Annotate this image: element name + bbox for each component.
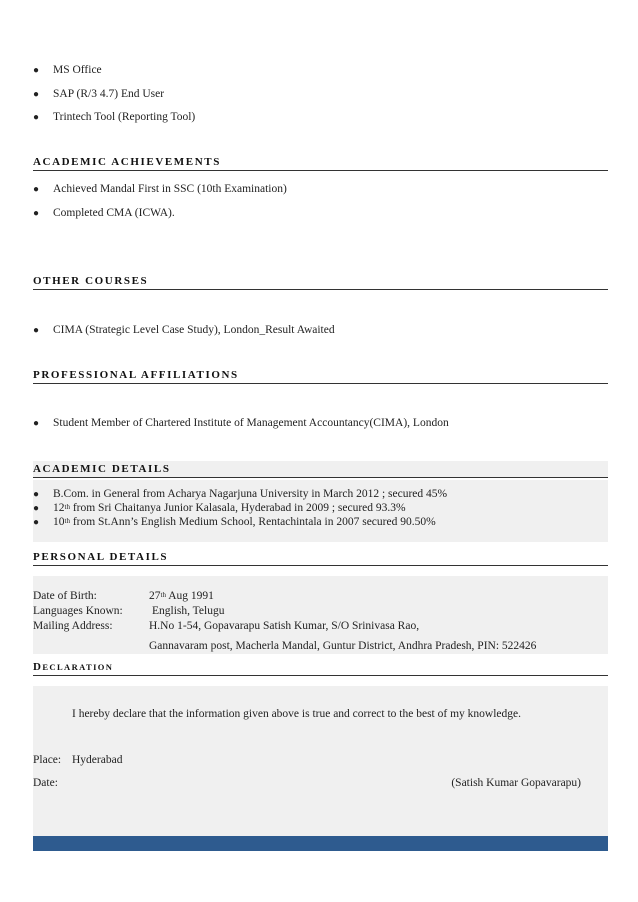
languages-label: Languages Known: — [33, 605, 123, 617]
section-heading-declaration: DECLARATION — [33, 659, 608, 676]
place-label: Place: — [33, 754, 62, 766]
academic-detail-item: 12th from Sri Chaitanya Junior Kalasala, Hyderabad in 2009 ; secured 93.3% — [53, 502, 406, 514]
list-item — [33, 416, 449, 431]
section-heading-personal-details: PERSONAL DETAILS — [33, 549, 608, 566]
list-item — [33, 323, 335, 338]
skill-item: Trintech Tool (Reporting Tool) — [53, 111, 196, 123]
list-item — [33, 110, 195, 125]
address-line-2: Gannavaram post, Macherla Mandal, Guntur District, Andhra Pradesh, PIN: 522426 — [149, 640, 537, 652]
date-label: Date: — [33, 777, 58, 789]
list-item — [33, 182, 287, 197]
section-heading-other-courses: OTHER COURSES — [33, 273, 608, 290]
languages-value: English, Telugu — [152, 605, 225, 617]
signature: (Satish Kumar Gopavarapu) — [451, 777, 581, 789]
section-heading-academic-achievements: ACADEMIC ACHIEVEMENTS — [33, 154, 608, 171]
list-item — [33, 63, 102, 78]
bullet-icon: ● — [33, 503, 40, 514]
list-item — [33, 515, 436, 530]
bullet-icon: ● — [33, 112, 40, 123]
list-item — [33, 87, 164, 102]
skill-item: MS Office — [53, 64, 102, 76]
section-heading-academic-details: ACADEMIC DETAILS — [33, 461, 608, 478]
list-item — [33, 487, 447, 502]
bullet-icon: ● — [33, 89, 40, 100]
place-value: Hyderabad — [72, 754, 123, 766]
academic-detail-item: 10th from St.Ann’s English Medium School, Rentachintala in 2007 secured 90.50% — [53, 516, 436, 528]
bullet-icon: ● — [33, 517, 40, 528]
address-label: Mailing Address: — [33, 620, 113, 632]
dob-label: Date of Birth: — [33, 590, 97, 602]
bullet-icon: ● — [33, 184, 40, 195]
skill-item: SAP (R/3 4.7) End User — [53, 88, 165, 100]
bullet-icon: ● — [33, 325, 40, 336]
bullet-icon: ● — [33, 489, 40, 500]
dob-value: 27th Aug 1991 — [149, 590, 214, 602]
achievement-item: Completed CMA (ICWA). — [53, 207, 175, 219]
achievement-item: Achieved Mandal First in SSC (10th Examination) — [53, 183, 287, 195]
section-heading-professional-affiliations: PROFESSIONAL AFFILIATIONS — [33, 367, 608, 384]
footer-bar — [33, 836, 608, 851]
declaration-text: I hereby declare that the information given above is true and correct to the best of my knowledge. — [72, 708, 521, 720]
list-item — [33, 501, 406, 516]
address-line-1: H.No 1-54, Gopavarapu Satish Kumar, S/O Srinivasa Rao, — [149, 620, 420, 632]
bullet-icon: ● — [33, 418, 40, 429]
course-item: CIMA (Strategic Level Case Study), London_Result Awaited — [53, 324, 335, 336]
list-item — [33, 206, 175, 221]
academic-detail-item: B.Com. in General from Acharya Nagarjuna University in March 2012 ; secured 45% — [53, 488, 448, 500]
bullet-icon: ● — [33, 65, 40, 76]
bullet-icon: ● — [33, 208, 40, 219]
affiliation-item: Student Member of Chartered Institute of Management Accountancy(CIMA), London — [53, 417, 449, 429]
